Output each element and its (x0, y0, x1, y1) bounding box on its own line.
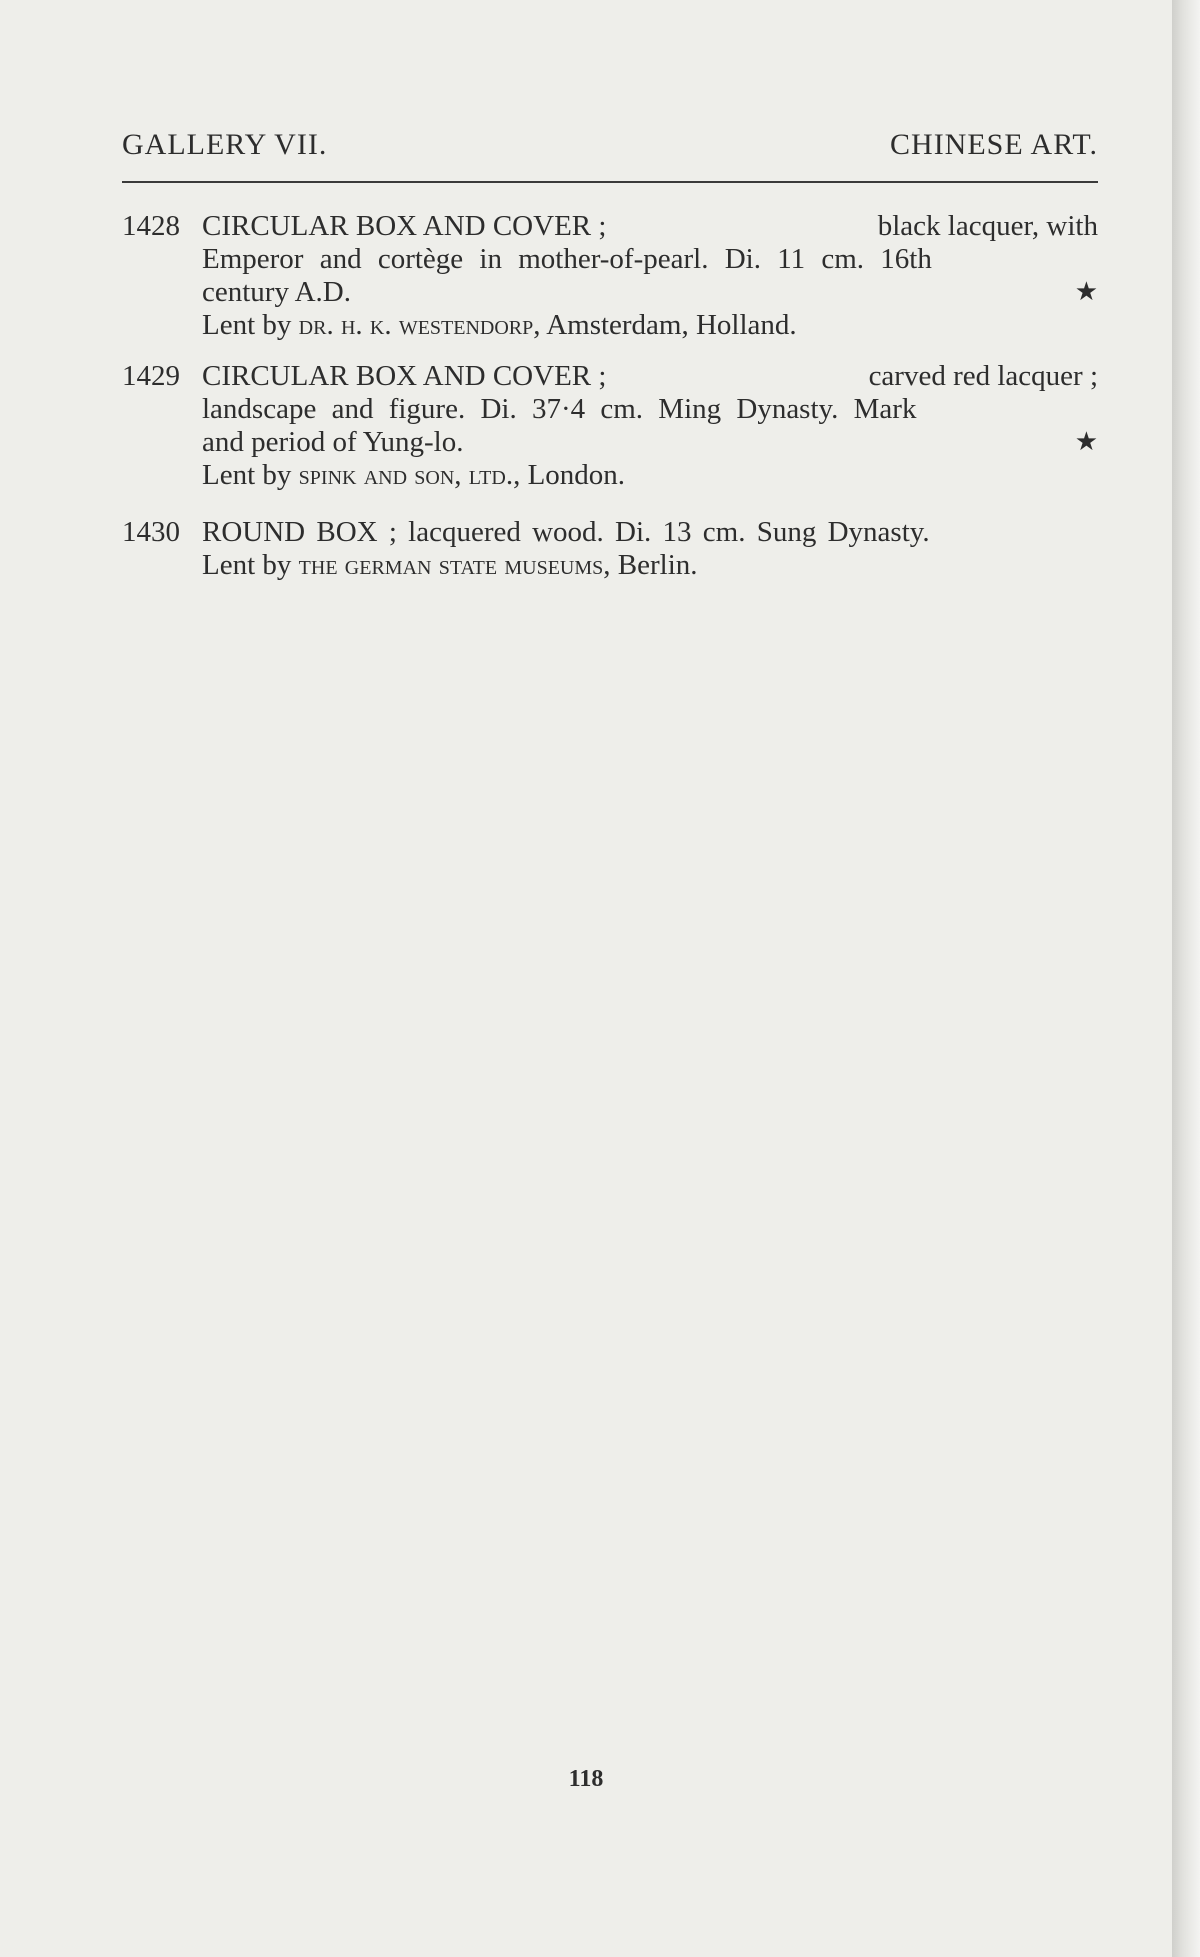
header-section: CHINESE ART. (890, 128, 1098, 161)
entry-lender-line: Lent by the german state museums, Berlin. (202, 549, 698, 581)
entry-date: century A.D. (202, 276, 351, 308)
star-icon: ★ (1074, 427, 1098, 457)
entry-title: CIRCULAR BOX AND COVER ; (202, 210, 607, 242)
page-number: 118 (568, 1766, 604, 1792)
entry-number: 1429 (122, 360, 180, 392)
catalogue-entry-1430 (122, 516, 1098, 582)
star-icon: ★ (1074, 277, 1098, 307)
running-header (122, 128, 1098, 168)
entry-title: CIRCULAR BOX AND COVER ; (202, 360, 607, 392)
entry-description: landscape and figure. Di. 37·4 cm. Ming Dynasty. Mark (202, 393, 917, 425)
lender-name: spink and son, ltd., (298, 459, 521, 491)
header-gallery: GALLERY VII. (122, 128, 328, 161)
entry-description: black lacquer, with (877, 210, 1098, 242)
entry-title-description: ROUND BOX ; lacquered wood. Di. 13 cm. Sung Dynasty. (202, 516, 930, 548)
entry-description: Emperor and cortège in mother-of-pearl. Di. 11 cm. 16th (202, 243, 932, 275)
entry-description: carved red lacquer ; (868, 360, 1098, 392)
page-spine-edge (1172, 0, 1200, 1957)
entry-lender-line: Lent by dr. h. k. westendorp, Amsterdam, Holland. (202, 309, 797, 341)
entry-number: 1428 (122, 210, 180, 242)
entry-number: 1430 (122, 516, 180, 548)
lender-name: dr. h. k. westendorp, (298, 309, 541, 341)
catalogue-entry-1429 (122, 360, 1098, 492)
entry-lender-line: Lent by spink and son, ltd., London. (202, 459, 626, 491)
entry-date: and period of Yung-lo. (202, 426, 464, 458)
lender-name: the german state museums, (298, 549, 611, 581)
catalogue-entry-1428 (122, 210, 1098, 342)
header-rule (122, 181, 1098, 183)
